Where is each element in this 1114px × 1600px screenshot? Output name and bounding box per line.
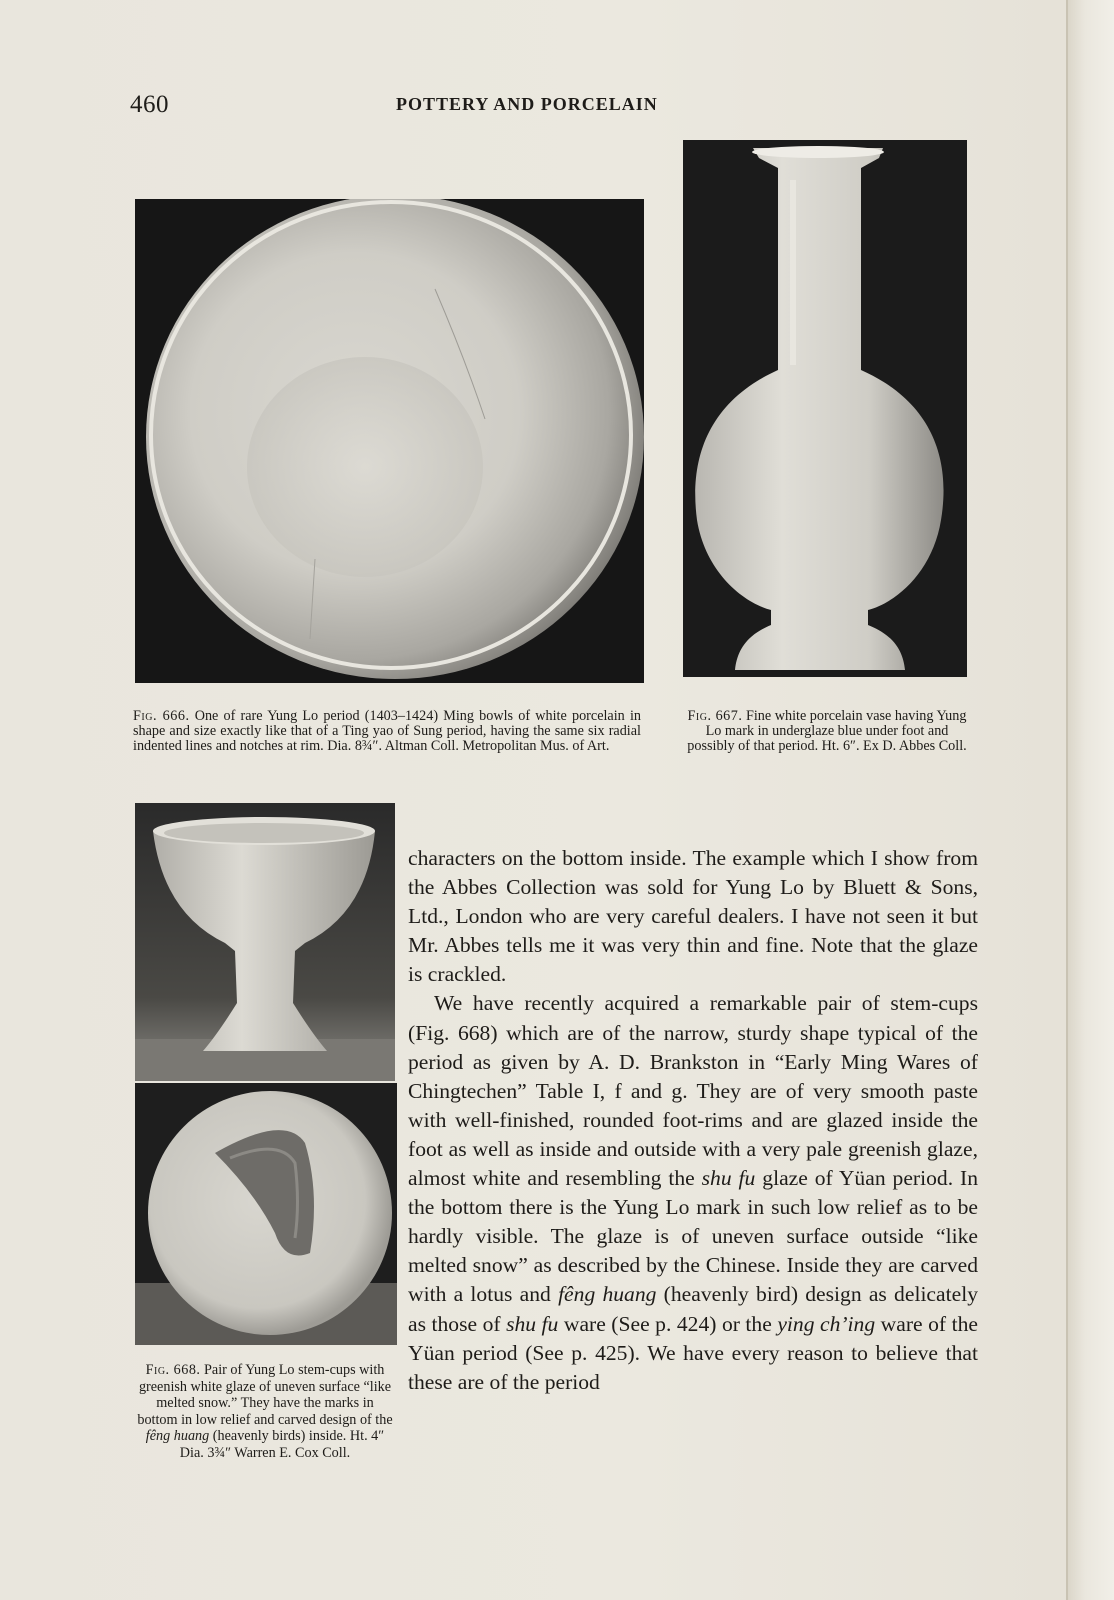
figure-668-stem-cup-top-photo <box>135 1083 397 1345</box>
italic-term-ying-ching: ying ch’ing <box>777 1311 876 1336</box>
book-gutter <box>1066 0 1114 1600</box>
figure-666-caption <box>133 709 641 754</box>
figure-668-caption-italic: fêng huang <box>145 1428 210 1445</box>
paragraph-2-part-e: ware of the Yüan period (See p. 425). We have every reason to believe that these are of the period <box>408 1311 978 1394</box>
italic-term-shu-fu: shu fu <box>701 1166 756 1191</box>
running-title: POTTERY AND PORCELAIN <box>396 94 658 114</box>
figure-668-stem-cup-side-photo <box>135 803 395 1081</box>
figure-668-caption-text-end: (heavenly birds) inside. Ht. 4″ Dia. 3¾″ Warren E. Cox Coll. <box>179 1428 385 1461</box>
figure-666-caption-text: One of rare Yung Lo period (1403–1424) Ming bowls of white porcelain in shape and size exactly like that of a Ting yao of Sung period, having the same six radial indented lines and notches at rim. Dia. 8¾″. Altman Coll. Metropolitan Mus. of Art. <box>133 708 641 754</box>
figure-668-caption <box>137 1362 393 1462</box>
figure-666-label: Fig. 666. <box>133 708 190 724</box>
paragraph-2-part-b: glaze of Yüan period. In the bottom there is the Yung Lo mark in such low relief as to be hardly visible. The glaze is of uneven surface outside “like melted snow” as described by the Chinese. Inside they are carved with a lotus and <box>408 1166 978 1307</box>
figure-668-caption-text: Pair of Yung Lo stem-cups with greenish white glaze of uneven surface “like melted snow.” They have the marks in bottom in low relief and carved design of the <box>137 1362 393 1428</box>
figure-667-vase-photo <box>683 140 967 677</box>
figure-667-caption <box>686 709 968 754</box>
figure-667-label: Fig. 667. <box>687 708 743 724</box>
italic-term-shu-fu-2: shu fu <box>506 1311 559 1336</box>
gutter-edge <box>1066 0 1068 1600</box>
figure-667-caption-text: Fine white porcelain vase having Yung Lo mark in underglaze blue under foot and possibly of that period. Ht. 6″. Ex D. Abbes Coll. <box>687 708 967 754</box>
paragraph-1: characters on the bottom inside. The example which I show from the Abbes Collection was sold for Yung Lo by Bluett & Sons, Ltd., London who are very careful dealers. I have not seen it but Mr. Abbes tells me it was very thin and fine. Note that the glaze is crackled. <box>408 846 978 987</box>
page-number: 460 <box>130 91 169 118</box>
paragraph-2-part-d: ware (See p. 424) or the <box>558 1311 778 1336</box>
figure-666-bowl-photo <box>135 199 644 683</box>
paragraph-2-part-c: (heavenly bird) design as delicately as those of <box>408 1282 978 1336</box>
body-text <box>408 844 978 1397</box>
paragraph-2 <box>408 989 978 1396</box>
italic-term-feng-huang: fêng huang <box>558 1282 657 1307</box>
figure-668-label: Fig. 668. <box>145 1362 201 1378</box>
paragraph-2-part-a: We have recently acquired a remarkable pair of stem-cups (Fig. 668) which are of the narrow, sturdy shape typical of the period as given by A. D. Brankston in “Early Ming Wares of Chingtechen” Table I, f and g. They are of very smooth paste with well-finished, rounded foot-rims and are glazed inside the foot as well as inside and outside with a very pale greenish glaze, almost white and resembling the <box>408 991 978 1191</box>
